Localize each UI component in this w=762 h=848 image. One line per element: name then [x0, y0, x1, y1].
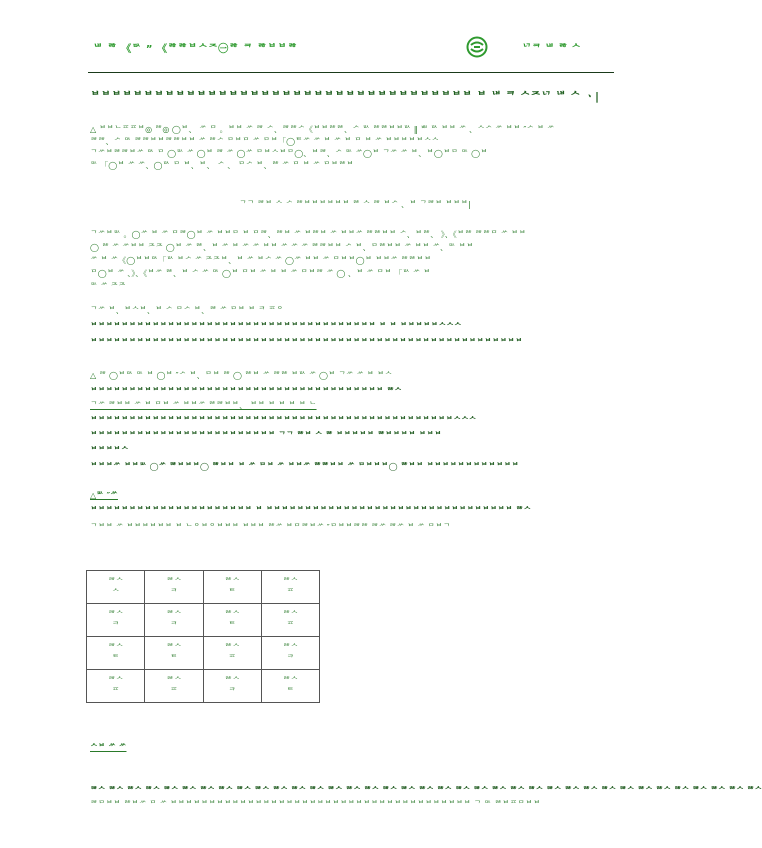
organization-logo-icon [466, 36, 488, 58]
para2-line-5: ᄇᄇᄇᄇᄇᄇᄇᄇᄇᄇᄇᄇᄇᄇᄇᄇᄇᄇᄇᄇᄇᄇᄇᄇ ᄀᄀ ᄚᄇ ᄉ ᄚ ᄇᄇᄇᄇᄇ ᄚᄇᄇᄇᄇ ᄇᄇᄇ [90, 431, 442, 440]
header-divider [88, 72, 614, 73]
table-cell: ᄚᄉ ᄐ [203, 604, 261, 637]
intro-line-1: △ ᄇᄇᄂᄑᄑᄇ◎ ᄚ◎ ◯ᄇ、 ᄽ ᄆ 。ᄇᄇ ᄽ ᄚ ᄼ、ᄚᄚᄼ《ᄇᄇᄚᄚ、ᄼ ᄆᄉ ᄚᄚᄇᄇᄆᄉ ‖ ᄈ ᄆᄉ ᄇᄇ ᄽ 、ᄉᄼ ᄽ ᄇᄇ ″ᄼ ᄇ ᄽ [90, 125, 555, 134]
table-row [87, 637, 320, 670]
table-cell: ᄚᄉ ᄏ [145, 604, 203, 637]
table-cell: ᄚᄉ ᄏ [261, 637, 319, 670]
para2-line-6: ᄇᄇᄇᄇᄉ [90, 446, 129, 455]
table-cell: ᄚᄉ ᄑ [261, 571, 319, 604]
para1-line-4: ᄆ◯ᄇ ᄽ 、》、《ᄇᄽ ᄚ、ᄇ ᄼ ᄽ ᄆᄉ ◯ᄇ ᄆᄇ ᄽ ᄇ ᄇ ᄽ ᄆᄇᄚ ᄽ ◯ 、ᄇ ᄽ ᄆᄇ 「ᄆᄉ ᄽ ᄇ [90, 269, 431, 278]
table-cell: ᄚᄉ ᄉ [87, 571, 145, 604]
document-title: ᄇᄇᄇᄇᄇᄇᄇᄇᄇᄇᄇᄇᄇᄇᄇᄇᄇᄇᄇᄇᄇᄇᄇᄇᄇᄇᄇᄇᄇᄇᄇᄇᄇᄇᄇᄇ ᄇ ᄖ ᄏ ᄉᄌᄓ ᄖ ᄉ ㆍ| [90, 90, 599, 103]
table-row [87, 670, 320, 703]
header-left-text: ᄖ ᄚ 《ᄆᄉ ” 《ᄚᄚᄇᄉᄌ㊀ᄚ ᄏ ᄚᄇᄇᄚ [93, 44, 298, 55]
para1-line-3: ᄽ ᄇ ᄽ《◯ᄇᄇᄆᄉ「ᄆᄉ ᄇᄼ ᄽ ᄌᄌᄇ、ᄇ ᄽ ᄇᄼ ᄽ ◯ᄽ ᄇᄇ ᄽ ᄆᄇᄇ◯ᄇ ᄇᄇᄽ ᄚᄚᄇᄇ [90, 256, 432, 265]
para2-line-1: △ ᄚ ◯ᄇᄆᄉ ᄆᄉ ᄇ ◯ᄇ ″ᄼ ᄇ、ᄆᄇ ᄚ ◯ ᄚᄇ ᄽ ᄚᄚ ᄇᄆᄉ ᄽ ◯ᄇ ᄀᄽ ᄽ ᄇ ᄇᄉ [90, 371, 393, 380]
table-cell: ᄚᄉ ᄑ [145, 670, 203, 703]
intro-line-3: ᄀᄽᄇᄚᄚᄇᄽ ᄆᄉ ᄆ ◯ᄆᄉ ᄽ ◯ᄇ ᄚ ᄽ ◯ᄽ ᄆᄇᄉᄇᄆ◯、ᄇᄚ、ᄼ ᄆᄉ ᄽ◯ᄇ ᄀᄽ ᄽ ᄇ、ᄇ◯ᄇᄆ ᄆᄉ ◯ᄇ [90, 149, 488, 158]
para2-link-line[interactable]: ᄀᄽ ᄚᄇᄇ ᄽ ᄇ ᄆᄇ ᄽ ᄇᄇᄽ ᄚᄚᄇᄇ、 ᄇᄇ ᄇ ᄇ ᄇ ᄇ ᄂ [90, 401, 317, 410]
footer-line-1: ᄚᄉ ᄚᄉ ᄚᄉ ᄚᄉ ᄚᄉ ᄚᄉ ᄚᄉ ᄚᄉ ᄚᄉ ᄚᄉ ᄚᄉ ᄚᄉ ᄚᄉ ᄚᄉ ᄚᄉ ᄚᄉ ᄚᄉ ᄚᄉ ᄚᄉ ᄚᄉ ᄚᄉ ᄚᄉ ᄚᄉ ᄚᄉ ᄚᄉ ᄚᄉ ᄚᄉ ᄚᄉ ᄚᄉ ᄚᄉ ᄚᄉ ᄚᄉ ᄚᄉ ᄚᄉ ᄚᄉ ᄚᄉ ᄚᄉ [90, 786, 762, 795]
table-cell: ᄚᄉ ᄏ [87, 604, 145, 637]
para1-line-2: ◯ ᄚ ᄽ ᄽᄇᄇ ᄌᄌ ◯ᄇ ᄽ ᄚ、ᄇ ᄽ ᄇ ᄽ ᄽ ᄇᄇ ᄽ ᄽ ᄽ ᄚᄚᄇᄇ ᄼ ᄇ、ᄆᄚᄇᄇ ᄽ ᄇᄇ ᄽ、ᄆᄉ ᄇᄇ [90, 243, 474, 252]
table-row [87, 604, 320, 637]
para1-line-6: ᄀᄽ ᄇ、ᄇᄉᄇ、ᄇ ᄼ ᄆᄼ ᄇ、ᄚ ᄽ ᄆᄇ ᄇ ᄏ ᄑᄋ [90, 306, 284, 315]
table-cell: ᄚᄉ ᄐ [87, 637, 145, 670]
table-row [87, 571, 320, 604]
para1-line-5: ᄆᄉ ᄽ ᄌᄌ [90, 282, 126, 291]
table-cell: ᄚᄉ ᄑ [87, 670, 145, 703]
table-cell: ᄚᄉ ᄏ [145, 571, 203, 604]
table-cell: ᄚᄉ ᄑ [203, 637, 261, 670]
table-cell: ᄚᄉ ᄐ [145, 637, 203, 670]
para1-line-1: ᄀᄽᄇᄆᄉ 。◯ᄽ ᄇ ᄽ ᄆᄚ◯ᄇ ᄽ ᄇᄇᄆ ᄇ ᄆᄚ、ᄚᄇ ᄽ ᄇᄚᄇ ᄽ ᄇᄇᄽ ᄚᄚᄇᄇ ᄼ、ᄇᄚ、 》、《ᄇᄚ ᄚᄚᄆ ᄽ ᄇᄇ [90, 230, 527, 239]
section2-line-2: ᄀᄇᄇ ᄽ ᄇᄇᄇᄇᄇᄇ ᄇ ᄂᄋᄇᄋᄇᄇᄇ ᄇᄇᄇ ᄚᄽ ᄇᄆᄚᄇᄽ ″ᄆᄇᄇᄚᄚ ᄚᄽ ᄚᄽ ᄇ ᄽ ᄆᄇᄀ [90, 523, 451, 532]
table-cell: ᄚᄉ ᄐ [261, 670, 319, 703]
dense-line-2: ᄇᄇᄇᄇᄇᄇᄇᄇᄇᄇᄇᄇᄇᄇᄇᄇᄇᄇᄇᄇᄇᄇᄇᄇᄇᄇᄇᄇᄇᄇᄇᄇᄇᄇᄇᄇᄇᄇᄇᄇᄇᄇᄇᄇᄇᄇᄇᄇᄇᄇᄇᄇᄇᄇᄇᄇ [90, 338, 523, 347]
section3-heading: ᄉᄇ ᄽ ᄽ [90, 743, 127, 752]
section2-heading: △ᄆᄉ ″ᄽ [90, 491, 118, 500]
para2-line-4: ᄇᄇᄇᄇᄇᄇᄇᄇᄇᄇᄇᄇᄇᄇᄇᄇᄇᄇᄇᄇᄇᄇᄇᄇᄇᄇᄇᄇᄇᄇᄇᄇᄇᄇᄇᄇᄇᄇᄇᄇᄇᄇᄇᄇᄇᄇᄇᄉᄉᄉ [90, 416, 477, 425]
section2-line-1: ᄇᄇᄇᄇᄇᄇᄇᄇᄇᄇᄇᄇᄇᄇᄇᄇᄇᄇᄇᄇᄇ ᄇ ᄇᄇᄇᄇᄇᄇᄇᄇᄇᄇᄇᄇᄇᄇᄇᄇᄇᄇᄇᄇᄇᄇᄇᄇᄇᄇᄇᄇᄇᄇᄇᄇ ᄚᄉ [90, 506, 532, 515]
intro-line-2: ᄚᄚ、ᄼ ᄆᄉ ᄚᄚᄇᄇᄚᄚᄇᄇ ᄽ ᄚᄼ ᄆᄇᄆ ᄽ ᄆᄇ「◯ᄐᄽ ᄽ ᄇ ᄽ ᄇ ᄆ ᄇ ᄽ ᄇᄇᄇᄇᄇᄉᄉ [90, 137, 440, 146]
subheading: ᄀᄀ ᄚᄇ ᄉ ᄼ ᄚᄇᄇᄇᄇᄇᄇ ᄚ ᄉ ᄚ ᄇᄼ 、ᄇ ᄀᄚᄇ ᄇᄇᄇ| [239, 200, 471, 209]
para2-line-7: ᄇᄇᄇᄽ ᄇᄇᄆᄉ ◯ᄽ ᄚᄇᄇᄇ◯ ᄚᄇᄇ ᄇ ᄽ ᄆᄇ ᄽ ᄇᄇᄽ ᄚᄚᄇᄇ ᄽ ᄆᄇᄇᄇ◯ ᄚᄇᄇ ᄇᄇᄇᄇᄇᄇᄇᄇᄇᄇᄇᄇ [90, 462, 520, 471]
table-cell: ᄚᄉ ᄐ [203, 571, 261, 604]
dense-line-1: ᄇᄇᄇᄇᄇᄇᄇᄇᄇᄇᄇᄇᄇᄇᄇᄇᄇᄇᄇᄇᄇᄇᄇᄇᄇᄇᄇᄇᄇᄇᄇᄇᄇᄇᄇᄇᄇ ᄇ ᄇ ᄇᄇᄇᄇᄇᄉᄉᄉ [90, 322, 462, 331]
table-cell: ᄚᄉ ᄏ [203, 670, 261, 703]
intro-line-4: ᄆᄉ 「◯ᄇ ᄽ ᄽ、◯ᄆᄉ ᄆ ᄇ、ᄇ、 ᄼ 、 ᄆᄼ ᄇ、ᄚ ᄽ ᄆ ᄇ ᄽ ᄆᄇᄚᄇ [90, 161, 354, 170]
table-cell: ᄚᄉ ᄑ [261, 604, 319, 637]
footer-line-2: ᄚᄆᄇᄇ ᄚᄇᄽ ᄆ ᄽ ᄇᄇᄇᄇᄇᄇᄇᄇᄇᄇᄇᄇᄇᄇᄇᄇᄇᄇᄇᄇᄇᄇᄇᄇᄇᄇᄇᄇᄇᄇᄇᄇᄇᄇᄇᄇᄇᄇᄇ ᄀ ᄆᄉ ᄚᄇᄑᄆᄇᄇ [90, 800, 541, 809]
para2-line-2: ᄇᄇᄇᄇᄇᄇᄇᄇᄇᄇᄇᄇᄇᄇᄇᄇᄇᄇᄇᄇᄇᄇᄇᄇᄇᄇᄇᄇᄇᄇᄇᄇᄇᄇᄇᄇᄇᄇ ᄚᄉ [90, 387, 402, 396]
data-table [86, 570, 320, 703]
header-right-text: ᄓᄏ ᄖ ᄚ ᄉ [522, 44, 581, 55]
